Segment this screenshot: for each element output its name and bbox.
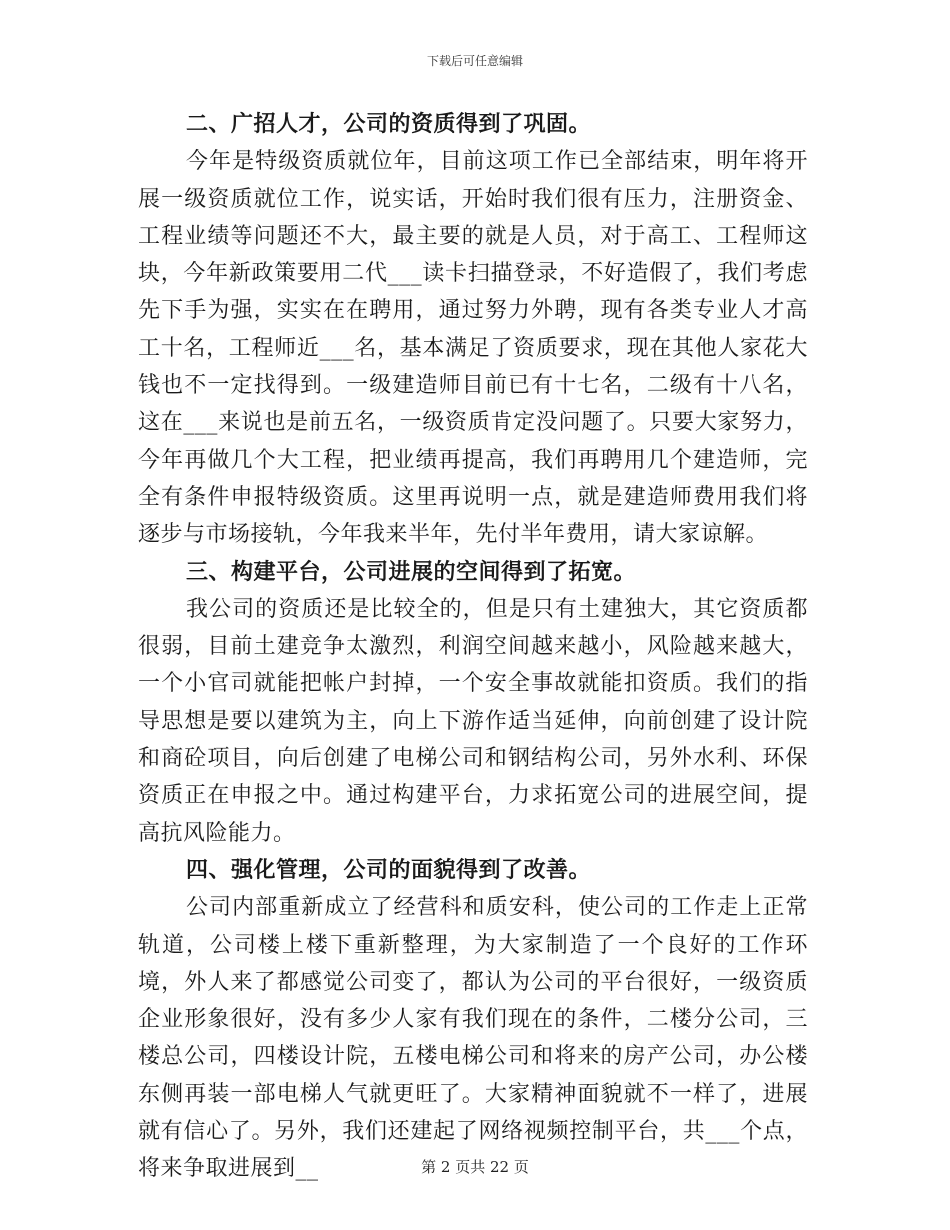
section-paragraph: 我公司的资质还是比较全的，但是只有土建独大，其它资质都很弱，目前土建竞争太激烈，利润空间越来越小，风险越来越大，一个小官司就能把帐户封掉，一个安全事故就能扣资质。我们的指导思想是要以建筑为主，向上下游作适当延伸，向前创建了设计院和商砼项目，向后创建了电梯公司和钢结构公司，另外水利、环保资质正在申报之中。通过构建平台，力求拓宽公司的进展空间，提高抗风险能力。 [138,596,808,846]
section-heading: 二、广招人才，公司的资质得到了巩固。 [186,111,592,137]
section-talent [138,106,808,554]
section-heading: 三、构建平台，公司进展的空间得到了拓宽。 [186,558,637,585]
page-number: 第 2 页共 22 页 [421,1158,529,1176]
section-platform [138,554,808,852]
page-header-note: 下载后可任意编辑 [426,54,523,68]
section-paragraph: 公司内部重新成立了经营科和质安科，使公司的工作走上正常轨道，公司楼上楼下重新整理，为大家制造了一个良好的工作环境，外人来了都感觉公司变了，都认为公司的平台很好，一级资质企业形象很好，没有多少人家有我们现在的条件，二楼分公司，三楼总公司，四楼设计院，五楼电梯公司和将来的房产公司，办公楼东侧再装一部电梯人气就更旺了。大家精神面貌就不一样了，进展就有信心了。另外，我们还建起了网络视频控制平台，共___个点，将来争取进展到__ [138,895,808,1182]
section-management [138,852,808,1188]
section-paragraph: 今年是特级资质就位年，目前这项工作已全部结束，明年将开展一级资质就位工作，说实话，开始时我们很有压力，注册资金、工程业绩等问题还不大，最主要的就是人员，对于高工、工程师这块，今年新政策要用二代___读卡扫描登录，不好造假了，我们考虑先下手为强，实实在在聘用，通过努力外聘，现有各类专业人才高工十名，工程师近___名，基本满足了资质要求，现在其他人家花大钱也不一定找得到。一级建造师目前已有十七名，二级有十八名，这在___来说也是前五名，一级资质肯定没问题了。只要大家努力，今年再做几个大工程，把业绩再提高，我们再聘用几个建造师，完全有条件申报特级资质。这里再说明一点，就是建造师费用我们将逐步与市场接轨，今年我来半年，先付半年费用，请大家谅解。 [138,149,808,548]
document-body [138,106,808,1188]
section-heading: 四、强化管理，公司的面貌得到了改善。 [186,856,592,883]
